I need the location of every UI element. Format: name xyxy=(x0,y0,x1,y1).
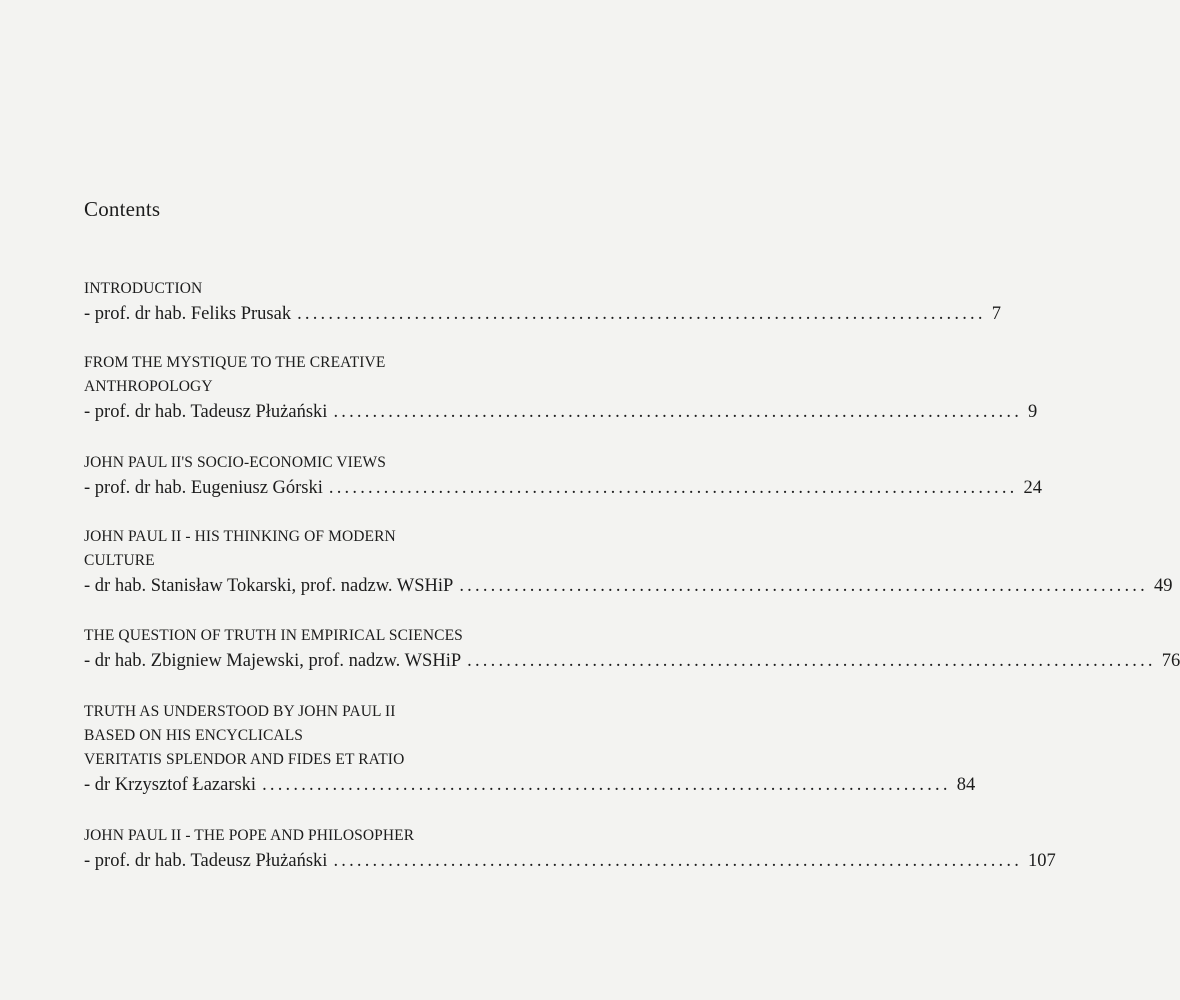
toc-entry-introduction xyxy=(84,277,1001,327)
entry-author: - prof. dr hab. Tadeusz Płużański xyxy=(84,851,328,871)
entry-title: FROM THE MYSTIQUE TO THE CREATIVE xyxy=(84,354,386,371)
dot-leader: ........................................................................................ xyxy=(333,851,1023,871)
entry-title: INTRODUCTION xyxy=(84,280,203,297)
dot-leader: ........................................................................................ xyxy=(262,775,951,795)
entry-author: - prof. dr hab. Eugeniusz Górski xyxy=(84,478,323,498)
dot-leader: ........................................................................................ xyxy=(333,402,1023,422)
entry-title: CULTURE xyxy=(84,552,155,569)
toc-entry-modern-culture xyxy=(84,525,1173,599)
entry-page-number: 107 xyxy=(1028,851,1056,871)
entry-author: - dr hab. Stanisław Tokarski, prof. nadzw. WSHiP xyxy=(84,576,454,596)
entry-author: - prof. dr hab. Tadeusz Płużański xyxy=(84,402,328,422)
entry-author: - prof. dr hab. Feliks Prusak xyxy=(84,304,292,324)
entry-title: BASED ON HIS ENCYCLICALS xyxy=(84,727,303,744)
entry-title: TRUTH AS UNDERSTOOD BY JOHN PAUL II xyxy=(84,703,396,720)
entry-page-number: 24 xyxy=(1023,478,1043,498)
entry-page-number: 7 xyxy=(991,304,1001,324)
entry-page-number: 9 xyxy=(1028,402,1038,422)
entry-author-row xyxy=(84,475,1043,501)
entry-author: - dr hab. Zbigniew Majewski, prof. nadzw. WSHiP xyxy=(84,651,462,671)
dot-leader: ........................................................................................ xyxy=(297,304,986,324)
toc-entry-socio-economic xyxy=(84,451,1043,501)
entry-author: - dr Krzysztof Łazarski xyxy=(84,775,257,795)
dot-leader: ........................................................................................ xyxy=(467,651,1156,671)
toc-entry-pope-philosopher xyxy=(84,824,1056,874)
entry-title: JOHN PAUL II - HIS THINKING OF MODERN xyxy=(84,528,396,545)
dot-leader: ........................................................................................ xyxy=(328,478,1018,498)
entry-title: ANTHROPOLOGY xyxy=(84,378,213,395)
entry-author-row xyxy=(84,772,976,798)
entry-title: JOHN PAUL II - THE POPE AND PHILOSOPHER xyxy=(84,827,415,844)
entry-title: THE QUESTION OF TRUTH IN EMPIRICAL SCIENCES xyxy=(84,627,463,644)
entry-author-row xyxy=(84,848,1056,874)
entry-page-number: 84 xyxy=(956,775,976,795)
entry-page-number: 49 xyxy=(1153,576,1173,596)
page-title: Contents xyxy=(84,197,161,221)
dot-leader: ........................................................................................ xyxy=(459,576,1148,596)
entry-author-row xyxy=(84,301,1001,327)
entry-title: JOHN PAUL II'S SOCIO-ECONOMIC VIEWS xyxy=(84,454,386,471)
entry-page-number: 76 xyxy=(1161,651,1180,671)
entry-title: VERITATIS SPLENDOR AND FIDES ET RATIO xyxy=(84,751,405,768)
entry-author-row xyxy=(84,399,1038,425)
entry-author-row xyxy=(84,573,1173,599)
toc-entry-truth-encyclicals xyxy=(84,700,976,798)
entry-author-row xyxy=(84,648,1180,674)
toc-entry-truth-empirical xyxy=(84,624,1180,674)
toc-entry-mystique xyxy=(84,351,1038,425)
